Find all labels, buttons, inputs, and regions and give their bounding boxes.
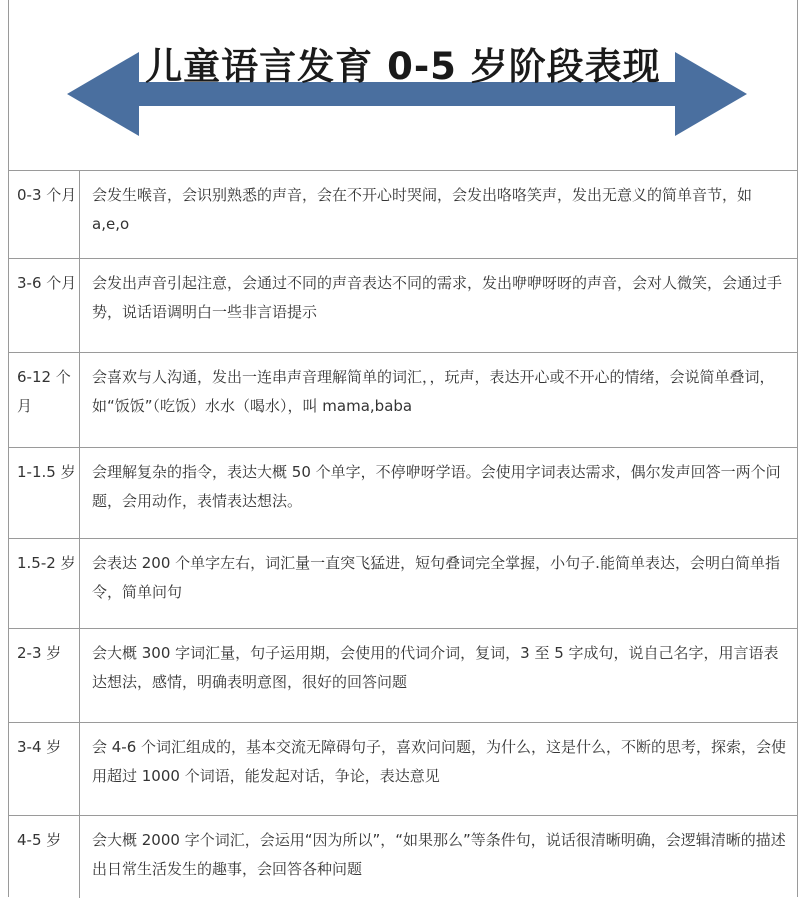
table-row — [9, 171, 797, 259]
stage-description: 会表达 200 个单字左右，词汇量一直突飞猛进，短句叠词完全掌握，小句子.能简单表达，会明白简单指令，简单问句 — [92, 554, 780, 601]
age-label: 3-6 个月 — [9, 259, 80, 352]
table-row — [9, 723, 797, 816]
table-row — [9, 353, 797, 448]
age-label: 1-1.5 岁 — [9, 448, 80, 538]
stage-description: 会大概 300 字词汇量，句子运用期，会使用的代词介词，复词，3 至 5 字成句，说自己名字，用言语表达想法，感情，明确表明意图，很好的回答问题 — [92, 644, 779, 691]
stage-description: 会发生喉音，会识别熟悉的声音，会在不开心时哭闹，会发出咯咯笑声，发出无意义的简单音节，如 a,e,o — [92, 186, 753, 233]
age-label: 1.5-2 岁 — [9, 539, 80, 628]
age-label: 0-3 个月 — [9, 171, 80, 258]
age-label: 6-12 个月 — [9, 353, 80, 447]
table-row — [9, 259, 797, 353]
table-header — [9, 0, 797, 171]
stage-description: 会发出声音引起注意，会通过不同的声音表达不同的需求，发出咿咿呀呀的声音，会对人微笑，会通过手势，说话语调明白一些非言语提示 — [92, 274, 783, 321]
stage-table — [8, 0, 798, 897]
stage-description: 会喜欢与人沟通，发出一连串声音理解简单的词汇，，玩声，表达开心或不开心的情绪，会说简单叠词，如“饭饭”（吃饭）水水（喝水），叫 mama,baba — [92, 368, 775, 415]
stage-description: 会大概 2000 字个词汇，会运用“因为所以”，“如果那么”等条件句，说话很清晰明确，会逻辑清晰的描述出日常生活发生的趣事，会回答各种问题 — [92, 831, 786, 878]
page-title: 儿童语言发育 0-5 岁阶段表现 — [145, 45, 661, 88]
table-row — [9, 816, 797, 898]
table-row — [9, 448, 797, 539]
stage-description: 会理解复杂的指令，表达大概 50 个单字，不停咿呀学语。会使用字词表达需求，偶尔发声回答一两个问题，会用动作，表情表达想法。 — [92, 463, 781, 510]
table-row — [9, 629, 797, 723]
age-label: 2-3 岁 — [9, 629, 80, 722]
age-label: 3-4 岁 — [9, 723, 80, 815]
stage-description: 会 4-6 个词汇组成的，基本交流无障碍句子，喜欢问问题，为什么，这是什么，不断的思考，探索，会使用超过 1000 个词语，能发起对话，争论，表达意见 — [92, 738, 787, 785]
age-label: 4-5 岁 — [9, 816, 80, 898]
table-row — [9, 539, 797, 629]
